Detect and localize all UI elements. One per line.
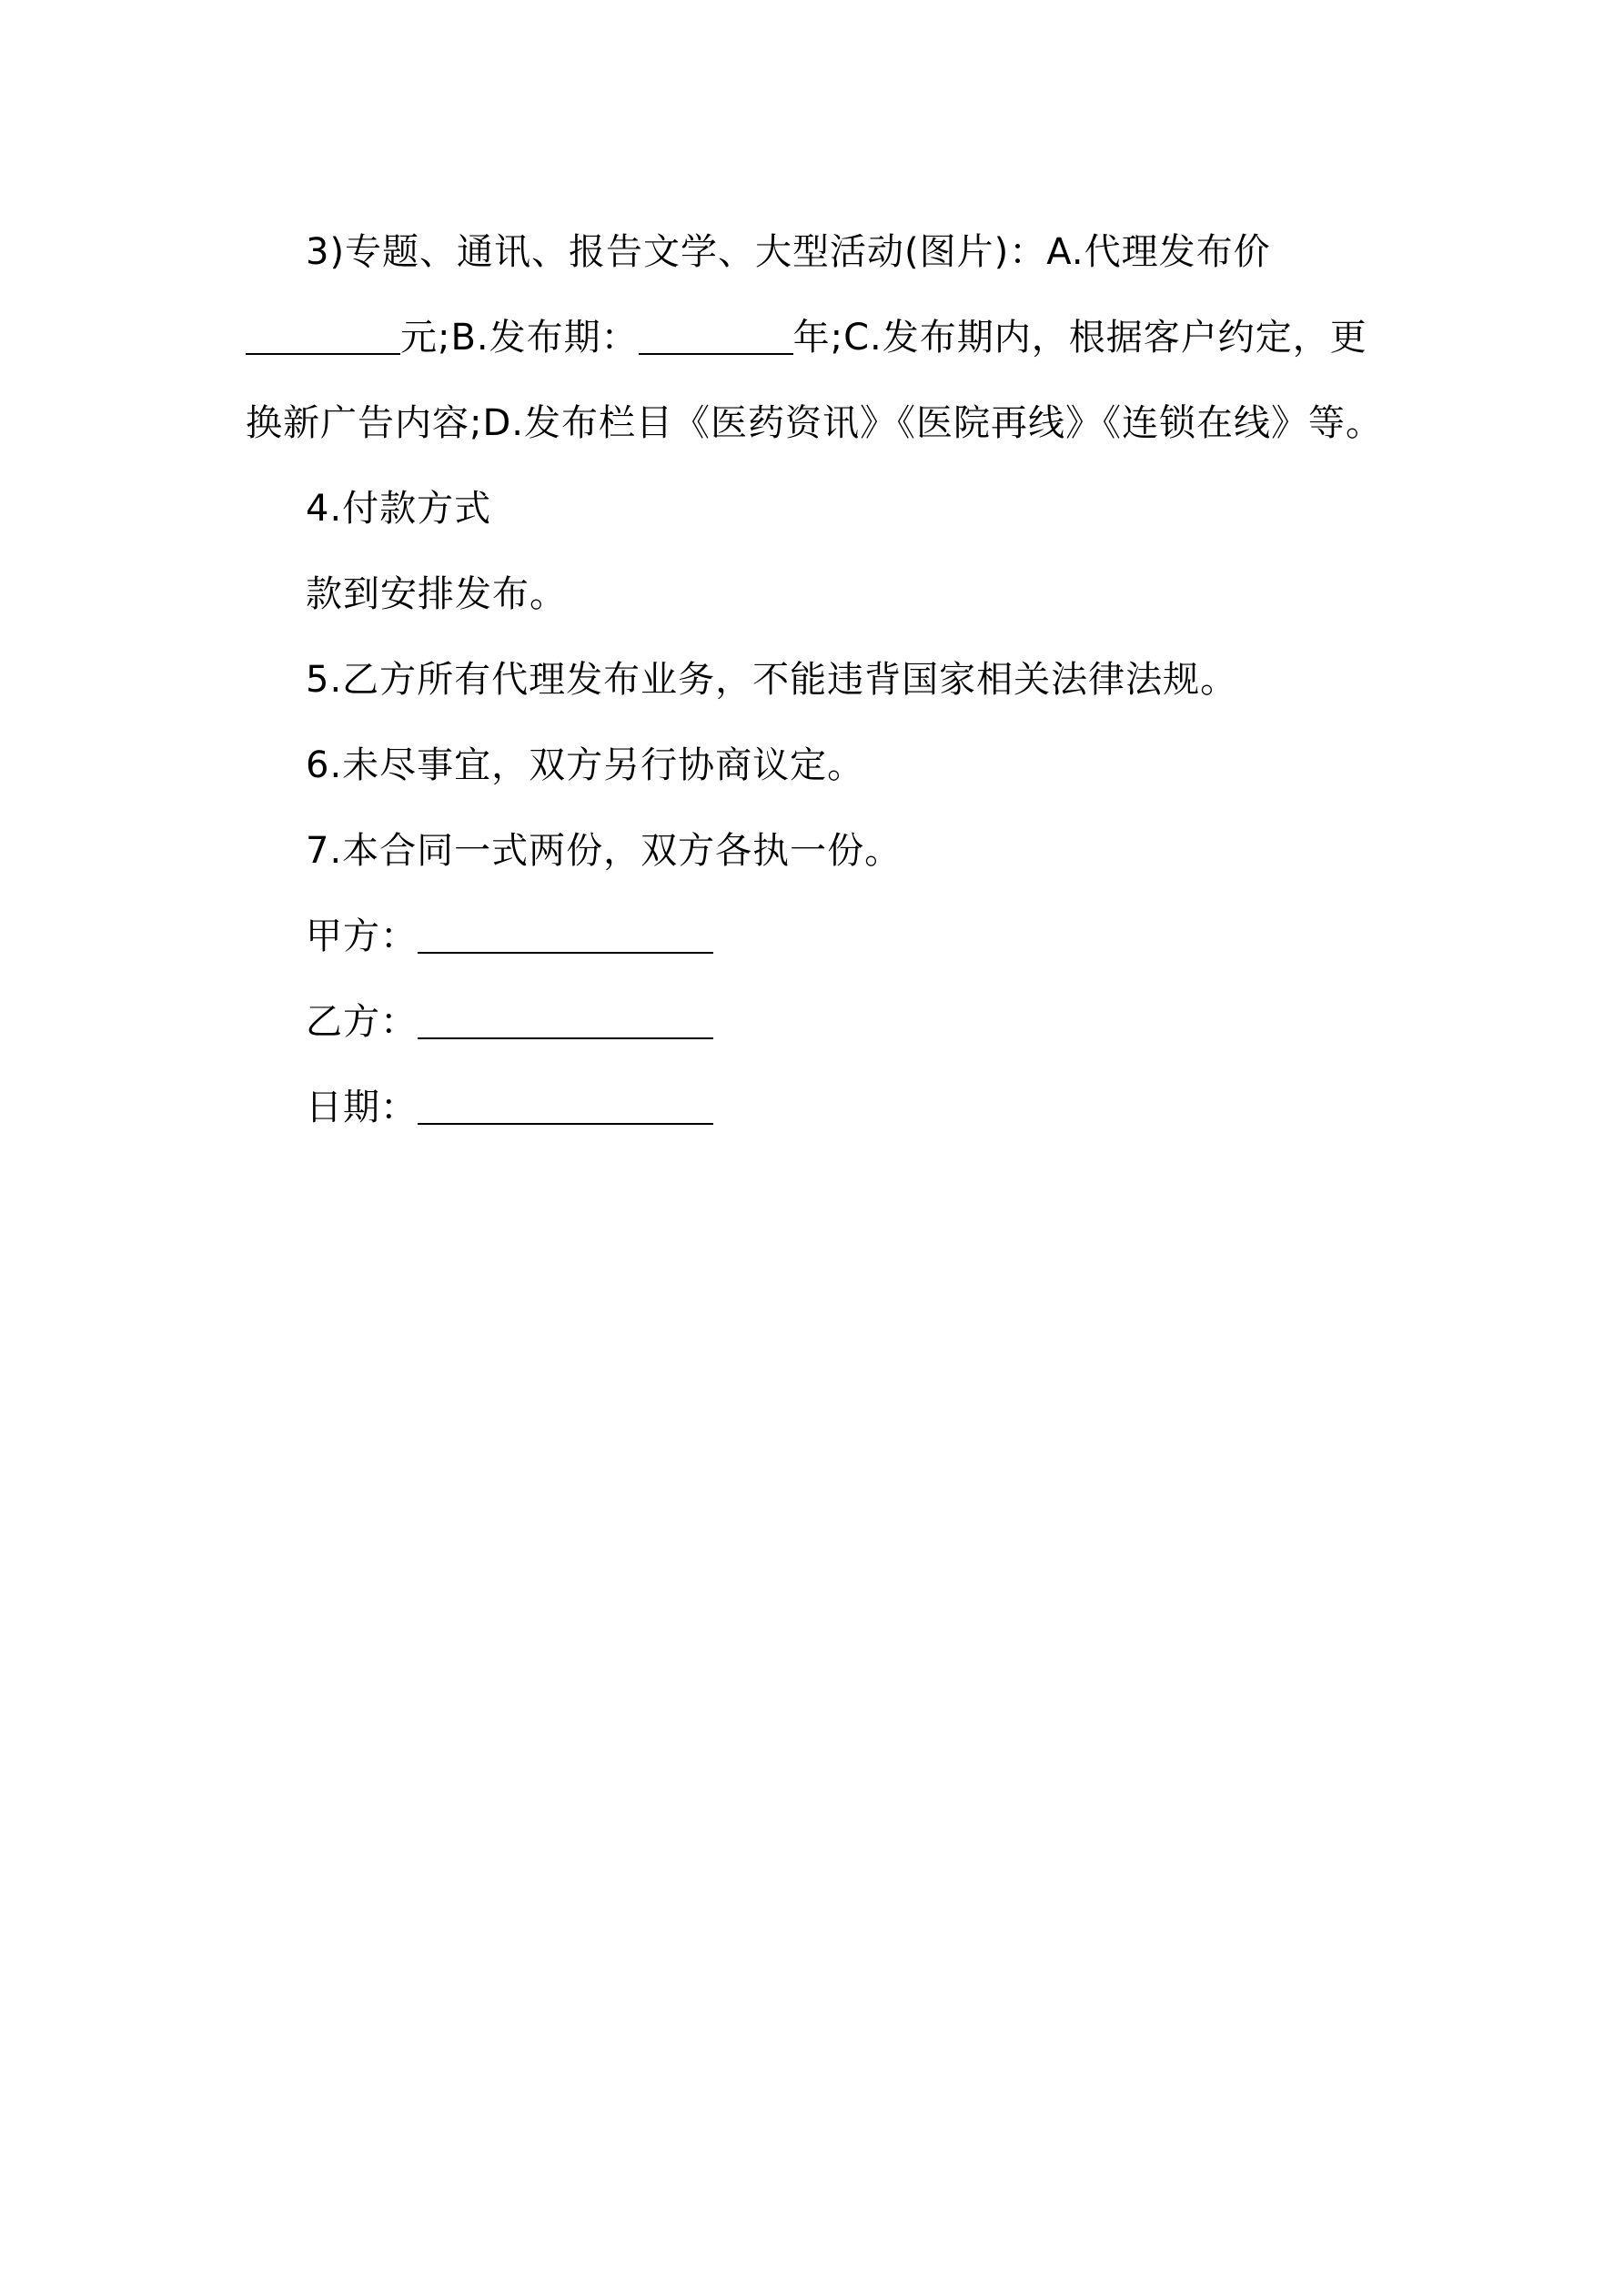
party-a-signature: [246, 894, 1397, 979]
clause-7: 7.本合同一式两份，双方各执一份。: [306, 830, 903, 872]
clause-4-heading: 4.付款方式: [306, 488, 492, 530]
clause-5: 5.乙方所有代理发布业务，不能违背国家相关法律法规。: [306, 659, 1238, 701]
date-signature: [246, 1065, 1397, 1150]
clause-3-part2: 元;B.发布期：: [400, 317, 639, 359]
party-b-blank: [418, 1001, 713, 1039]
clause-3-part1: 3)专题、通讯、报告文学、大型活动(图片)：A.代理发布价: [306, 231, 1271, 273]
date-label: 日期：: [306, 1087, 418, 1128]
date-blank: [418, 1087, 713, 1125]
party-b-label: 乙方：: [306, 1001, 418, 1043]
clause-3-part3: 年;C.发布期内，根据客户约定，更换新广告内容;D.发布栏目《医药资讯》《医院再线》《连锁在线》等。: [246, 317, 1383, 444]
clause-6: 6.未尽事宜，双方另行协商议定。: [306, 744, 865, 786]
clause-4-detail: 款到安排发布。: [306, 573, 567, 615]
party-b-signature: [246, 979, 1397, 1065]
period-blank: [639, 317, 793, 355]
price-blank: [246, 317, 400, 355]
document-body: [246, 209, 1397, 1150]
clause-3: [246, 209, 1397, 466]
party-a-label: 甲方：: [306, 915, 418, 957]
party-a-blank: [418, 915, 713, 954]
